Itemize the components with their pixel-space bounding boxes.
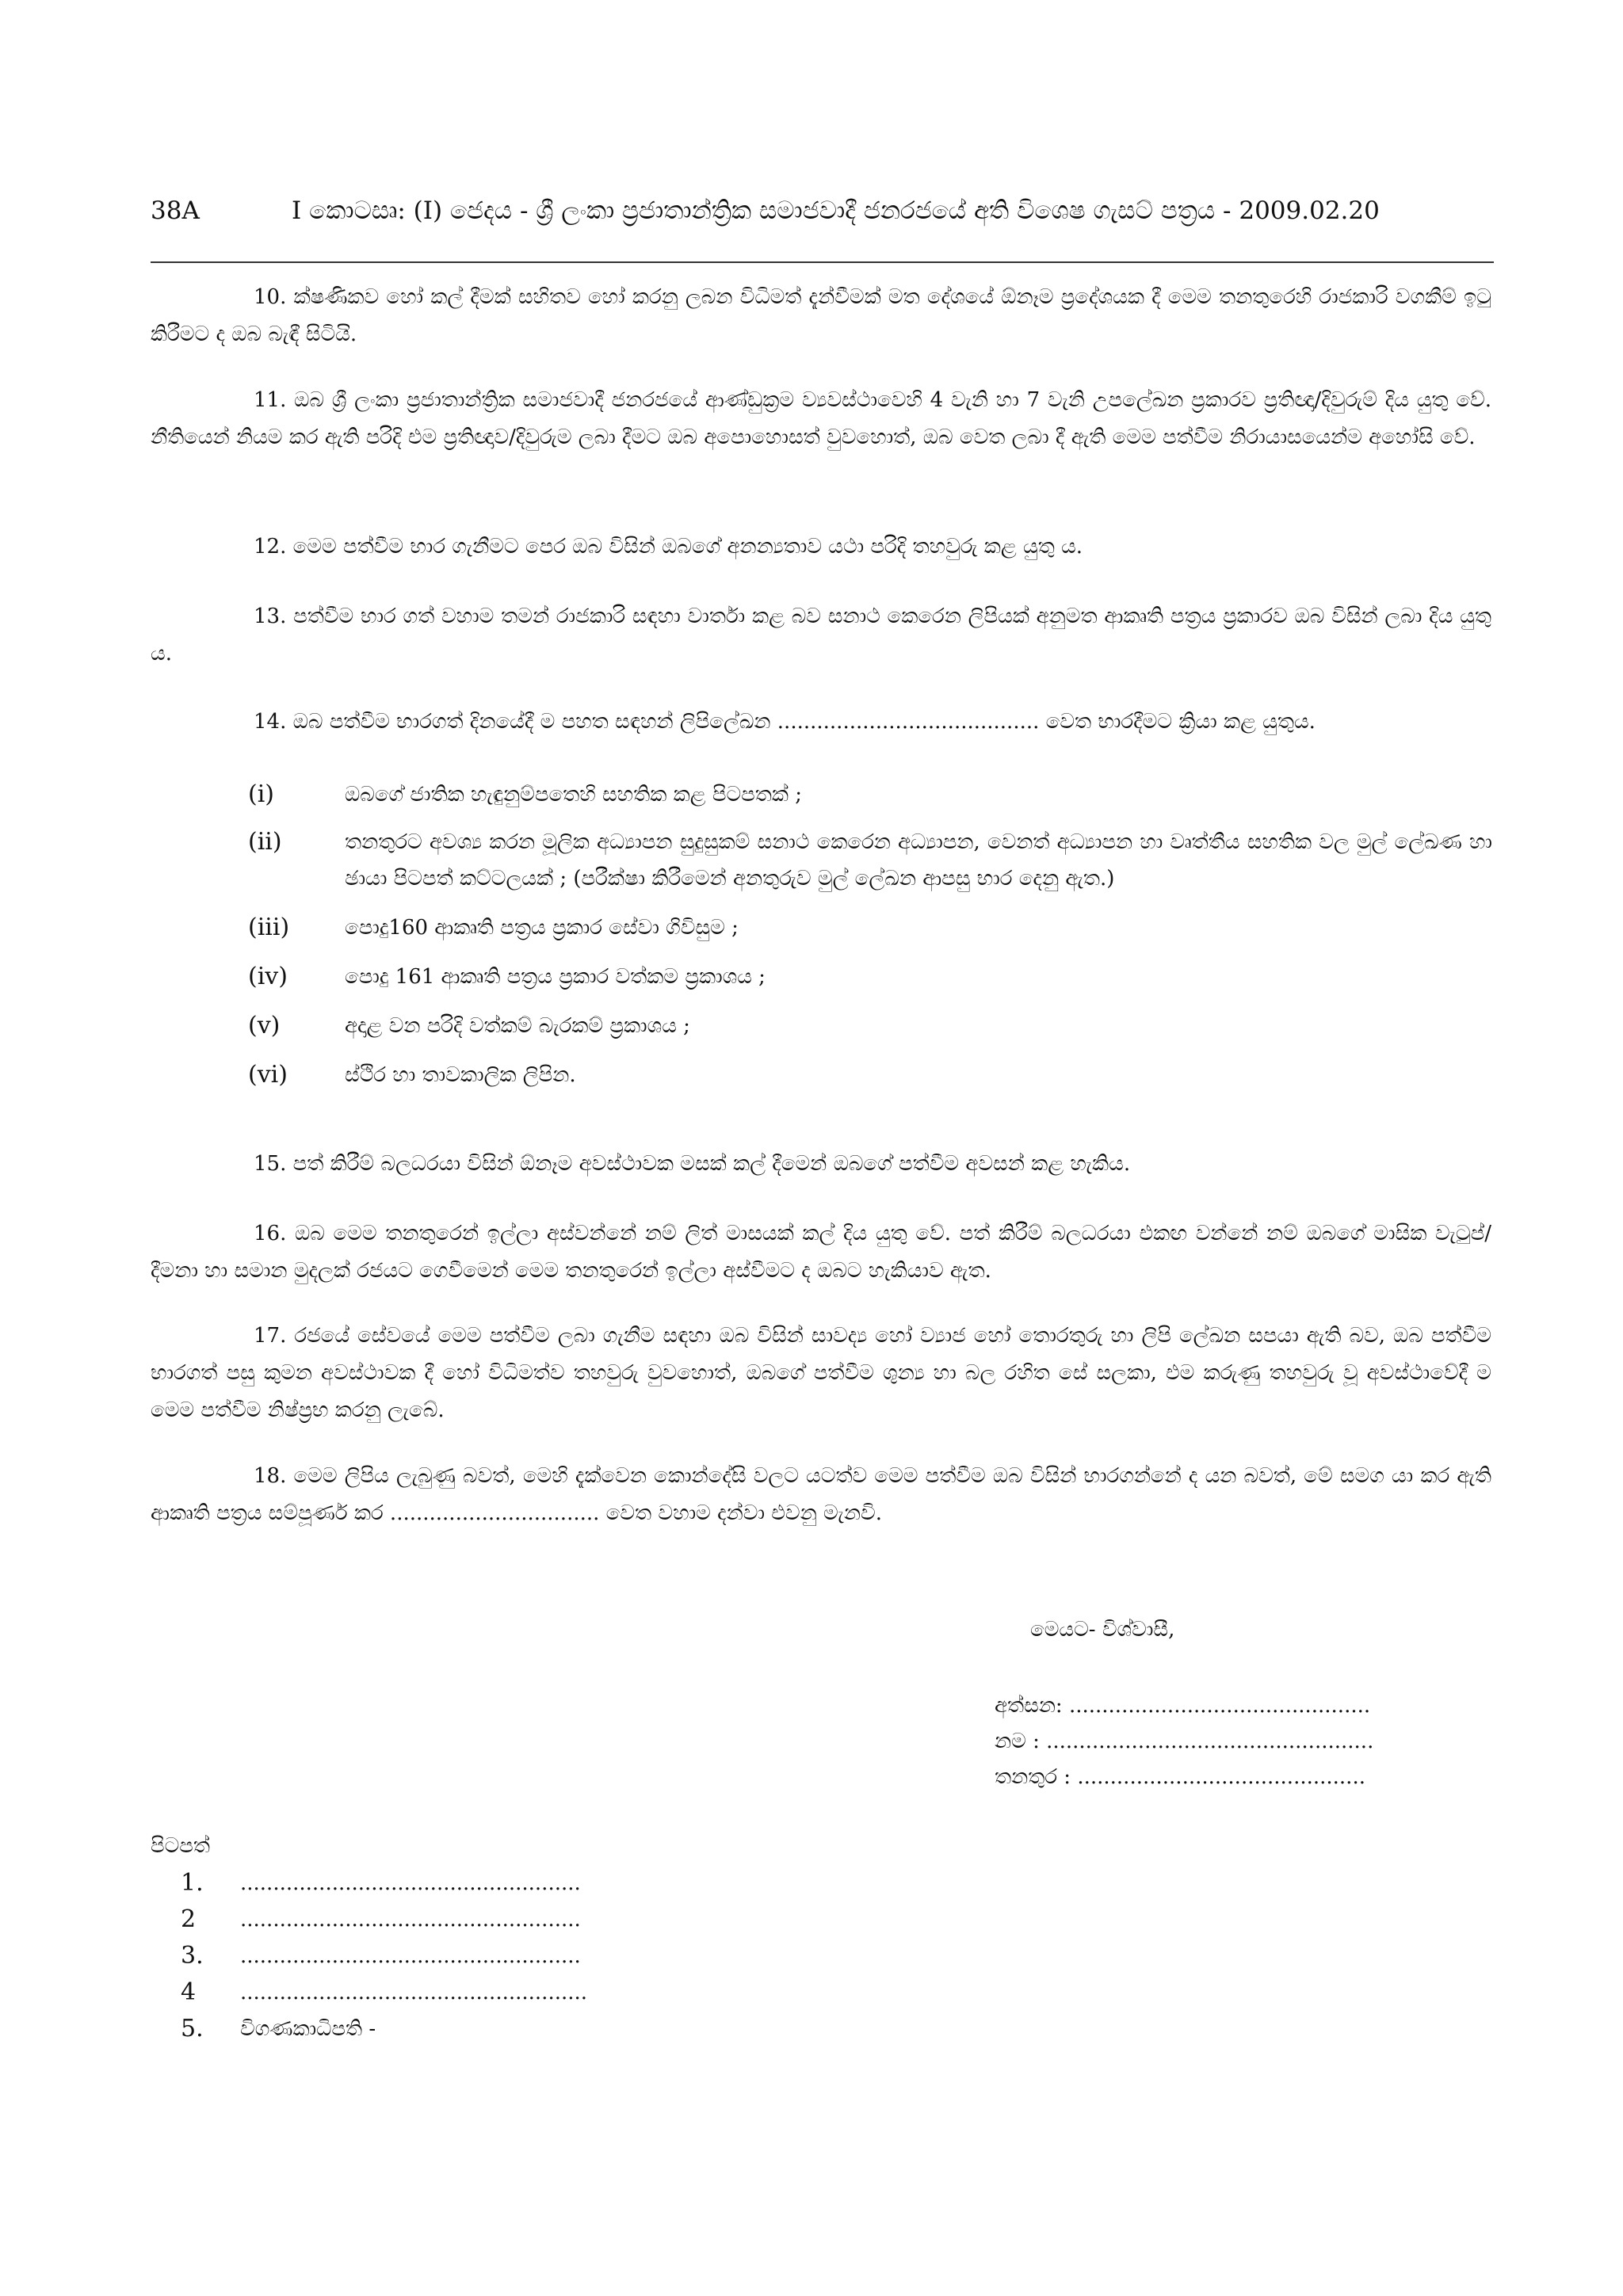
closing-salutation: මෙයට- විශ්වාසී, bbox=[1030, 1618, 1175, 1642]
paragraph-11: 11. ඔබ ශ්‍රී ලංකා ප්‍රජාතාන්ත්‍රික සමාජවාදී ජනරජයේ ආණ්ඩුක්‍රම ව්‍යවස්ථාවෙහි 4 වැනි හා 7 වැනි උපලේඛන ප්‍රකාරව ප්‍රතිඥා/දිවුරුම් දිය යුතු වේ. නීතියෙන් නියම කර ඇති පරිදි එම ප්‍රතිඥාව/දිවුරුම ලබා දීමට ඔබ අපොහොසත් වුවහොත්, ඔබ වෙත ලබා දී ඇති මෙම පත්වීම නිරායාසයෙන්ම අහෝසි වේ. bbox=[151, 388, 1491, 449]
signature-line: අත්සන: .............................................. bbox=[995, 1694, 1371, 1718]
gazette-page: 38A I කොටසෘ: (I) ජෙදය - ශ්‍රී ලංකා ප්‍රජාතාන්ත්‍රික සමාජවාදී ජනරජයේ අති විශෙෂ ගැසට් පත්‍රය - 2009.02.20 10. ක්ෂණිකව හෝ කල් දීමක් සහිතව හෝ කරනු ලබන විධිමත් දැන්වීමක් මත දේශයේ ඕනෑම ප්‍රදේශයක දී මෙම තනතුරෙහි රාජකාරි වගකීම් ඉටු කිරීමට ද ඔබ බැඳී සිටියි. 11. ඔබ ශ්‍රී ලංකා ප්‍රජාතාන්ත්‍රික සමාජවාදී ජනරජයේ ආණ්ඩුක්‍රම ව්‍යවස්ථාවෙහි 4 වැනි හා 7 වැනි උපලේඛන ප්‍රකාරව ප්‍රතිඥා/දිවුරුම් දිය යුතු වේ. නීතියෙන් නියම කර ඇති පරිදි එම ප්‍රතිඥාව/දිවුරුම ලබා දීමට ඔබ අපොහොසත් වුවහොත්, ඔබ වෙත ලබා දී ඇති මෙම පත්වීම නිරායාසයෙන්ම අහෝසි වේ. 12. මෙම පත්වීම භාර ගැනීමට පෙර ඔබ විසින් ඔබගේ අනන්‍යතාව යථා පරිදි තහවුරු කළ යුතු ය. 13. පත්වීම භාර ගත් වහාම තමන් රාජකාරි සඳහා වාර්තා කළ බව සනාථ කෙරෙන ලිපියක් අනුමත ආකෘති පත්‍රය ප්‍රකාරව ඔබ විසින් ලබා දිය යුතු ය. 14. ඔබ පත්වීම භාරගත් දිනයේදී ම පහත සඳහන් ලිපිලේඛන ........................................ වෙත භාරදීමට ක්‍රියා කළ යුතුය. (i) ඔබගේ ජාතික හැඳුනුම්පතෙහි සහතික කළ පිටපතක් ; (ii) තනතුරට අවශ්‍ය කරන මූලික අධ්‍යාපන සුදුසුකම් සනාථ කෙරෙන අධ්‍යාපන, වෙනත් අධ්‍යාපන හා වෘත්තීය සහතික වල මුල් ලේඛණ හා ඡායා පිටපත් කට්ටලයක් ; (පරීක්ෂා කිරීමෙන් අනතුරුව මුල් ලේඛන ආපසු භාර දෙනු ඇත.) (iii) පොදු160 ආකෘති පත්‍රය ප්‍රකාර සේවා ගිවිසුම ; (iv) පොදු 161 ආකෘති පත්‍රය ප්‍රකාර වත්කම ප්‍රකාශය ; (v) අදාළ වන පරිදි වත්කම් බැරකම් ප්‍රකාශය ; (vi) ස්ථිර හා තාවකාලික ලිපින. 15. පත් කිරීම් බලධරයා විසින් ඕනෑම අවස්ථාවක මසක් කල් දීමෙන් ඔබගේ පත්වීම අවසන් කළ හැකිය. 16. ඔබ මෙම තනතුරෙන් ඉල්ලා අස්වන්නේ නම් ලිත් මාසයක් කල් දිය යුතු වේ. පත් කිරීම් බලධරයා එකඟ වන්නේ නම් ඔබගේ මාසික වැටුප්/දීමනා හා සමාන මුදලක් රජයට ගෙවීමෙන් මෙම තනතුරෙන් ඉල්ලා අස්වීමට ද ඔබට හැකියාව ඇත. 17. රජයේ සේවයේ මෙම පත්වීම ලබා ගැනීම සඳහා ඔබ විසින් සාවද්‍ය හෝ ව්‍යාජ හෝ තොරතුරු හා ලිපි ලේඛන සපයා ඇති බව, ඔබ පත්වීම භාරගත් පසු කුමන අවස්ථාවක දී හෝ විධිමත්ව තහවුරු වුවහොත්, ඔබගේ පත්වීම ශුන්‍ය හා බල රහිත සේ සලකා, එම කරුණු තහවුරු වූ අවස්ථාවේදී ම මෙම පත්වීම නිෂ්ප්‍රභ කරනු ලැබේ. 18. මෙම ලිපිය ලැබුණු බවත්, මෙහි දැක්වෙන කොන්දේසි වලට යටත්ව මෙම පත්වීම ඔබ විසින් භාරගන්නේ ද යන බවත්, මේ සමග යා කර ඇති ආකෘති පත්‍රය සම්පූර්ණ කර ................................ වෙත වහාම දන්වා එවනු මැනවි. මෙයට- විශ්වාසී, අත්සන: .............................................. නම : .................................................. තනතුර : ............................................ පිටපත් 1. .................................................... 2 .................................................... 3. .................................................... 4 ..................................................... 5. විගණකාධිපති - bbox=[0, 0, 1623, 2296]
paragraph-16: 16. ඔබ මෙම තනතුරෙන් ඉල්ලා අස්වන්නේ නම් ලිත් මාසයක් කල් දිය යුතු වේ. පත් කිරීම් බලධරයා එකඟ වන්නේ නම් ඔබගේ මාසික වැටුප්/දීමනා හා සමාන මුදලක් රජයට ගෙවීමෙන් මෙම තනතුරෙන් ඉල්ලා අස්වීමට ද ඔබට හැකියාව ඇත. bbox=[151, 1222, 1491, 1283]
designation-line: තනතුර : ............................................ bbox=[995, 1765, 1365, 1789]
header-rule bbox=[151, 261, 1494, 263]
page-number: 38A bbox=[151, 196, 200, 225]
paragraph-14: 14. ඔබ පත්වීම භාරගත් දිනයේදී ම පහත සඳහන් ලිපිලේඛන ........................................ වෙත භාරදීමට ක්‍රියා කළ යුතුය. bbox=[254, 710, 1316, 734]
paragraph-17: 17. රජයේ සේවයේ මෙම පත්වීම ලබා ගැනීම සඳහා ඔබ විසින් සාවද්‍ය හෝ ව්‍යාජ හෝ තොරතුරු හා ලිපි ලේඛන සපයා ඇති බව, ඔබ පත්වීම භාරගත් පසු කුමන අවස්ථාවක දී හෝ විධිමත්ව තහවුරු වුවහොත්, ඔබගේ පත්වීම ශුන්‍ය හා බල රහිත සේ සලකා, එම කරුණු තහවුරු වූ අවස්ථාවේදී ම මෙම පත්වීම නිෂ්ප්‍රභ කරනු ලැබේ. bbox=[151, 1324, 1491, 1422]
paragraph-18: 18. මෙම ලිපිය ලැබුණු බවත්, මෙහි දැක්වෙන කොන්දේසි වලට යටත්ව මෙම පත්වීම ඔබ විසින් භාරගන්නේ ද යන බවත්, මේ සමග යා කර ඇති ආකෘති පත්‍රය සම්පූර්ණ කර ................................ වෙත වහාම දන්වා එවනු මැනවි. bbox=[151, 1464, 1491, 1525]
gazette-title: I කොටසෘ: (I) ජෙදය - ශ්‍රී ලංකා ප්‍රජාතාන්ත්‍රික සමාජවාදී ජනරජයේ අති විශෙෂ ගැසට් පත්‍රය - 2009.02.20 bbox=[292, 196, 1380, 225]
paragraph-10: 10. ක්ෂණිකව හෝ කල් දීමක් සහිතව හෝ කරනු ලබන විධිමත් දැන්වීමක් මත දේශයේ ඕනෑම ප්‍රදේශයක දී මෙම තනතුරෙහි රාජකාරි වගකීම් ඉටු කිරීමට ද ඔබ බැඳී සිටියි. bbox=[151, 285, 1491, 346]
page-header bbox=[151, 196, 1498, 236]
paragraph-15: 15. පත් කිරීම් බලධරයා විසින් ඕනෑම අවස්ථාවක මසක් කල් දීමෙන් ඔබගේ පත්වීම අවසන් කළ හැකිය. bbox=[254, 1152, 1131, 1176]
paragraph-13: 13. පත්වීම භාර ගත් වහාම තමන් රාජකාරි සඳහා වාර්තා කළ බව සනාථ කෙරෙන ලිපියක් අනුමත ආකෘති පත්‍රය ප්‍රකාරව ඔබ විසින් ලබා දිය යුතු ය. bbox=[151, 605, 1491, 666]
paragraph-12: 12. මෙම පත්වීම භාර ගැනීමට පෙර ඔබ විසින් ඔබගේ අනන්‍යතාව යථා පරිදි තහවුරු කළ යුතු ය. bbox=[254, 535, 1083, 559]
copies-heading: පිටපත් bbox=[151, 1834, 211, 1858]
name-line: නම : .................................................. bbox=[995, 1730, 1374, 1753]
